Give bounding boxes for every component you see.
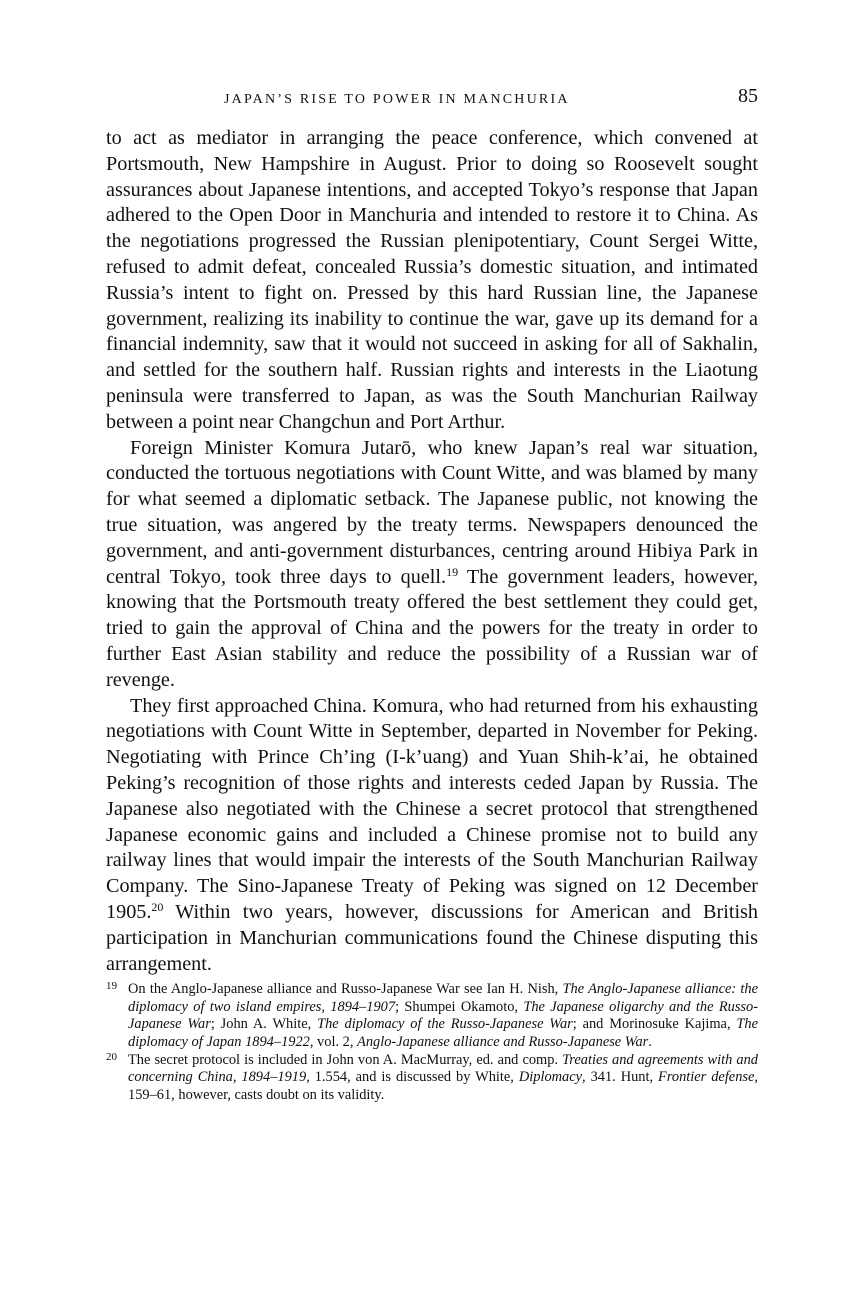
footnotes [106,981,758,1104]
footnote-text: , vol. 2, [309,1033,358,1050]
paragraph [106,694,758,978]
running-title: JAPAN’S RISE TO POWER IN MANCHURIA [224,92,570,107]
body-text [106,126,758,977]
footnote-text: On the Anglo-Japanese alliance and Russo-Japanese War see Ian H. Nish, [128,981,563,998]
paragraph [106,126,758,436]
running-head [106,84,758,116]
paragraph-text: Within two years, however, discussions for American and British participation in Manchurian communications found the Chinese disputing this arrangement. [106,900,758,975]
footnote-text: . [648,1033,652,1050]
citation-title: Treaties and agreements with and concerning China, 1894–1919 [128,1051,759,1086]
footnote-text: ; Shumpei Okamoto, [395,998,524,1015]
paragraph-text: The government leaders, however, knowing that the Portsmouth treaty offered the best settlement they could get, tried to gain the approval of China and the powers for the treaty in order to further East Asian stability and reduce the possibility of a Russian war of revenge. [106,565,758,691]
footnote-number: 20 [106,1050,117,1063]
footnote-text: , 341. Hunt, [582,1069,659,1086]
citation-title: Diplomacy [518,1069,583,1086]
footnote-text: , 1.554, and is discussed by White, [306,1069,519,1086]
paragraph-text: to act as mediator in arranging the peace conference, which convened at Portsmouth, New Hampshire in August. Prior to doing so Roosevelt sought assurances about Japanese intentions, and accepted Tokyo’s response that Japan adhered to the Open Door in Manchuria and intended to restore it to China. As the negotiations progressed the Russian plenipotentiary, Count Sergei Witte, refused to admit defeat, concealed Russia’s domestic situation, and intimated Russia’s intent to fight on. Pressed by this hard Russian line, the Japanese government, realizing its inability to continue the war, gave up its demand for a financial indemnity, saw that it would not succeed in asking for all of Sakhalin, and settled for the southern half. Russian rights and interests in the Liaotung peninsula were transferred to Japan, as was the South Manchurian Railway between a point near Changchun and Port Arthur. [106,127,758,433]
page-number: 85 [738,85,758,107]
footnote-text: The secret protocol is included in John von A. MacMurray, ed. and comp. [128,1051,563,1068]
paragraph-text: Foreign Minister Komura Jutarō, who knew Japan’s real war situation, conducted the tortuous negotiations with Count Witte, and was blamed by many for what seemed a diplomatic setback. The Japanese public, not knowing the true situation, was angered by the treaty terms. Newspapers denounced the government, and anti-government disturbances, centring around Hibiya Park in central Tokyo, took three days to quell. [106,436,758,588]
footnote-text: ; John A. White, [210,1016,318,1033]
citation-title: The Anglo-Japanese alliance: the diplomacy of two island empires, 1894–1907 [128,981,758,1015]
footnote-number: 19 [106,980,117,993]
citation-title: The diplomacy of the Russo-Japanese War [317,1016,573,1033]
footnote [106,1052,758,1104]
footnote-reference: 19 [446,564,459,579]
citation-title: The diplomacy of Japan 1894–1922 [128,1016,758,1050]
footnote [106,981,758,1051]
paragraph [106,436,758,694]
book-page [106,84,758,1105]
citation-title: The Japanese oligarchy and the Russo-Japanese War [128,998,759,1033]
paragraph-text: They first approached China. Komura, who had returned from his exhausting negotiations with Count Witte in September, departed in November for Peking. Negotiating with Prince Ch’ing (I-k’uang) and Yuan Shih-k’ai, he obtained Peking’s recognition of those rights and interests ceded Japan by Russia. The Japanese also negotiated with the Chinese a secret protocol that strengthened Japanese economic gains and included a Chinese promise not to build any railway lines that would impair the interests of the South Manchurian Railway Company. The Sino-Japanese Treaty of Peking was signed on 12 December 1905. [106,694,758,923]
footnote-text: ; and Morinosuke Kajima, [572,1016,737,1033]
footnote-reference: 20 [151,899,164,914]
footnote-text: , 159–61, however, casts doubt on its validity. [128,1069,758,1103]
citation-title: Anglo-Japanese alliance and Russo-Japanese War [357,1033,649,1050]
citation-title: Frontier defense [658,1069,755,1086]
